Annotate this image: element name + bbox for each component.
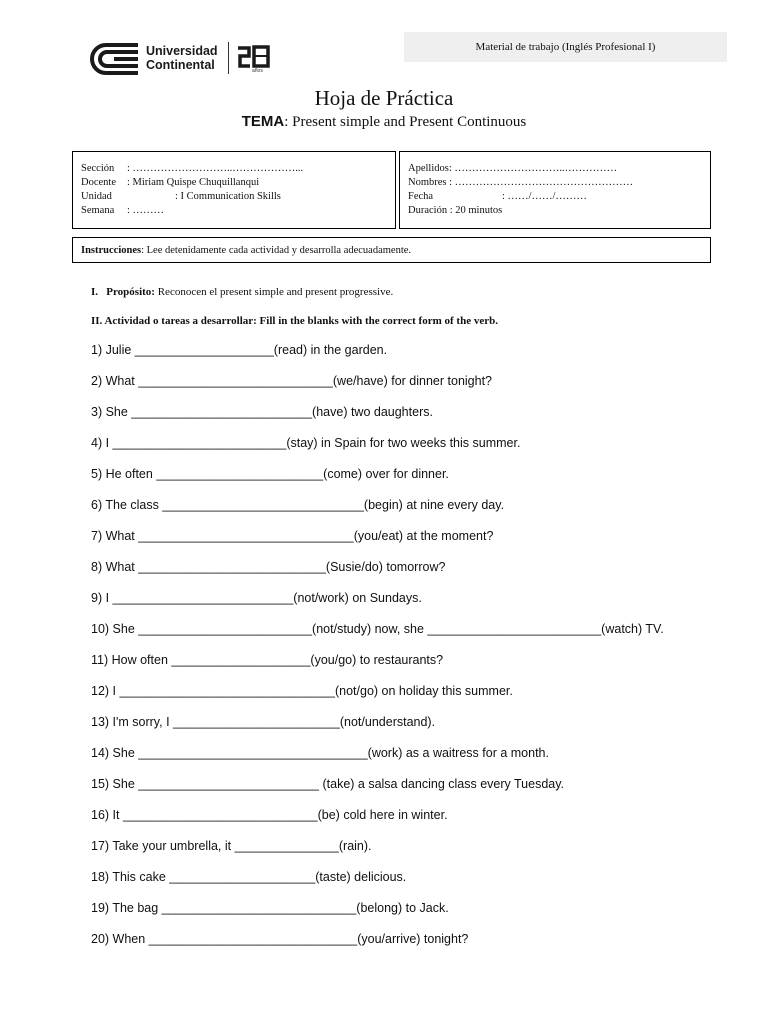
info-row-seccion: Sección : ………………………..………………...	[81, 163, 304, 174]
anniversary-label: años	[252, 68, 263, 74]
logo-divider	[228, 42, 229, 74]
exercise-item: 18) This cake _____________________(taste) delicious.	[91, 870, 407, 884]
exercise-item: 14) She _________________________________(work) as a waitress for a month.	[91, 746, 549, 760]
exercise-item: 20) When ______________________________(you/arrive) tonight?	[91, 932, 469, 946]
info-row-duracion: Duración : 20 minutos	[408, 205, 503, 216]
instructions-text: : Lee detenidamente cada actividad y desarrolla adecuadamente.	[141, 245, 412, 256]
instructions-label: Instrucciones	[81, 245, 142, 256]
page-subtitle	[0, 113, 768, 131]
exercise-item: 17) Take your umbrella, it _______________(rain).	[91, 839, 372, 853]
exercise-item: 2) What ____________________________(we/have) for dinner tonight?	[91, 374, 493, 388]
info-row-docente: Docente : Miriam Quispe Chuquillanqui	[81, 177, 260, 188]
university-name: Universidad Continental	[146, 44, 218, 72]
exercise-item: 16) It ____________________________(be) cold here in winter.	[91, 808, 448, 822]
exercise-item: 5) He often ________________________(come) over for dinner.	[91, 467, 449, 481]
tema-label: TEMA	[241, 113, 285, 130]
info-row-semana: Semana : ………	[81, 205, 165, 216]
info-row-apellidos: Apellidos : …………………………..……………	[408, 163, 618, 174]
instructions-box	[72, 237, 711, 263]
section-activity: II. Actividad o tareas a desarrollar: Fill in the blanks with the correct form of the verb.	[91, 315, 498, 327]
exercise-item: 8) What ___________________________(Susie/do) tomorrow?	[91, 560, 446, 574]
student-info-box	[399, 151, 711, 229]
exercise-item: 6) The class _____________________________(begin) at nine every day.	[91, 498, 505, 512]
exercise-item: 3) She __________________________(have) two daughters.	[91, 405, 433, 419]
info-row-unidad: Unidad : I Communication Skills	[81, 191, 281, 202]
section-purpose: I. Propósito: Reconocen el present simple and present progressive.	[91, 286, 394, 298]
info-row-nombres: Nombres : ……………………………………………	[408, 177, 634, 188]
exercise-list	[91, 340, 731, 960]
info-row-fecha: Fecha : ……/……/………	[408, 191, 587, 202]
exercise-item: 1) Julie ____________________(read) in the garden.	[91, 343, 388, 357]
page-title: Hoja de Práctica	[314, 86, 454, 110]
exercise-item: 7) What _______________________________(you/eat) at the moment?	[91, 529, 494, 543]
exercise-item: 12) I _______________________________(not/go) on holiday this summer.	[91, 684, 513, 698]
tema-text: : Present simple and Present Continuous	[284, 114, 527, 130]
exercise-item: 4) I _________________________(stay) in Spain for two weeks this summer.	[91, 436, 521, 450]
course-info-box	[72, 151, 396, 229]
header-note: Material de trabajo (Inglés Profesional I)	[404, 32, 727, 62]
exercise-item: 13) I'm sorry, I ________________________(not/understand).	[91, 715, 436, 729]
exercise-item: 10) She _________________________(not/study) now, she _________________________(watch) TV.	[91, 622, 664, 636]
exercise-item: 9) I __________________________(not/work) on Sundays.	[91, 591, 422, 605]
logo-mark-icon	[90, 42, 140, 76]
exercise-item: 15) She __________________________ (take) a salsa dancing class every Tuesday.	[91, 777, 565, 791]
exercise-item: 19) The bag ____________________________(belong) to Jack.	[91, 901, 449, 915]
exercise-item: 11) How often ____________________(you/go) to restaurants?	[91, 653, 444, 667]
university-logo	[90, 40, 280, 78]
